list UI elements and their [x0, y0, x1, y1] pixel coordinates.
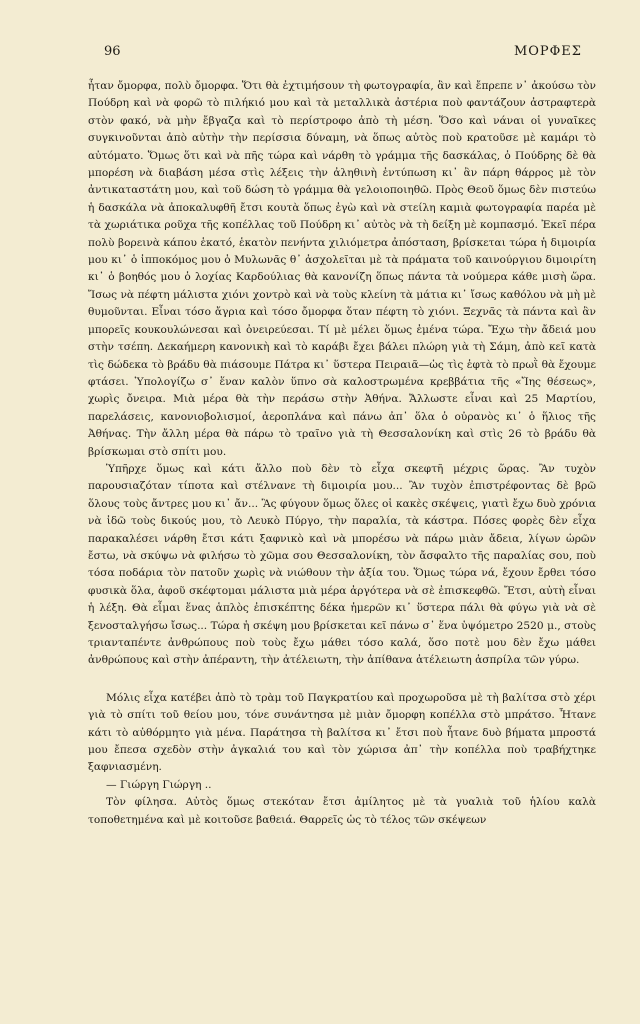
page-header: [94, 44, 582, 68]
page-number: 96: [104, 44, 121, 59]
paragraph-4: Τὸν φίλησα. Αὐτὸς ὅμως στεκόταν ἔτσι ἀμίλητος μὲ τὰ γυαλιὰ τοῦ ἡλίου καλὰ τοποθετημένα καὶ μὲ κοιτοῦσε βαθειά. Θαρρεῖς ὡς τὸ τέλος τῶν σκέψεων: [88, 796, 596, 826]
paragraph-1: ἦταν ὄμορφα, πολὺ ὄμορφα. Ὅτι θὰ ἐχτιμήσουν τὴ φωτογραφία, ἂν καὶ ἔπρεπε ν᾿ ἀκούσω τὸν Πούδρη καὶ νὰ φορῶ τὸ πιλήκιό μου καὶ τὰ μεταλλικὰ ἀστέρια ποὺ φαντάζουν ἀστραφτερὰ στὸν φακό, νὰ μὴν ἔβγαζα καὶ τὸ περίστροφο ἀπὸ τὴ μέση. Ὅσο καὶ νάναι οἱ γυναῖκες συγκινοῦνται ἀπὸ αὐτὴν τὴν περίσσια δύναμη, νὰ ὅπως αὐτὸς ποὺ κρατοῦσε μὲ καμάρι τὸ αὐτόματο. Ὅμως ὅτι καὶ νὰ πῆς τώρα καὶ νάρθη τὸ γράμμα τῆς δασκάλας, ὁ Πούδρης δὲ θὰ μπορέση νὰ διαβάση μέσα στὶς λέξεις τὴν ἀληθινὴ ἐντύπωση κι᾿ ἂν πάρη θάρρος μὲ τὸν ἀντικαταστάτη μου, καὶ τοῦ δώση τὸ γράμμα θὰ γελοιοποιηθῶ. Πρὸς Θεοῦ ὅμως δὲν πιστεύω ἡ δασκάλα νὰ ἀποκαλυφθῆ ἔτσι κουτὰ ὅπως ἐγὼ καὶ νὰ στείλη καμιὰ φωτογραφία παρέα μὲ τὰ χωριάτικα ροῦχα τῆς κοπέλλας τοῦ Πούδρη κι᾿ αὐτὸς νὰ τὴ δείξη μὲ κομπασμό. Ἐκεῖ πέρα πολὺ βορεινὰ κάπου ἑκατό, ἑκατὸν πενήντα χιλιόμετρα ἀπόσταση, βρίσκεται τώρα ἡ διμοιρία μου κι᾿ ὁ ἱπποκόμος μου ὁ Μυλωνᾶς θ᾿ ἀσχολεῖται μὲ τὰ πράματα τοῦ καινούργιου διμοιρίτη κι᾿ ὁ βοηθός μου ὁ λοχίας Καρδούλιας θὰ κανονίζη ὅπως πάντα τὰ νούμερα κάθε μισὴ ὥρα. Ἴσως νὰ πέφτη μάλιστα χιόνι χοντρὸ καὶ νὰ τοὺς κλείνη τὰ μάτια κι᾿ ἴσως καθόλου νὰ μὴ μὲ θυμοῦνται. Εἶναι τόσο ἄγρια καὶ τόσο ὄμορφα ὅταν πέφτη τὸ χιόνι. Ξεχνᾶς τὰ πάντα καὶ ἂν μπορεῖς κουκουλώνεσαι καὶ ὀνειρεύεσαι. Τί μὲ μέλει ὅμως ἐμένα τώρα. Ἔχω τὴν ἄδειά μου στὴν τσέπη. Δεκαήμερη κανονικὴ καὶ τὸ καράβι ἔχει βάλει πλώρη γιὰ τὴ Σάμη, ἀπὸ κεῖ κατὰ τὶς δώδεκα τὸ βράδυ θὰ πιάσουμε Πάτρα κι᾿ ὕστερα Πειραιᾶ—ὡς τὶς ἑφτὰ τὸ πρωῒ θὰ ἔχουμε φτάσει. Ὑπολογίζω σ᾿ ἕναν καλὸν ὕπνο σὰ καλοστρωμένα κρεββάτια τῆς «Ἴης θέσεως», χωρὶς ὄνειρα. Μιὰ μέρα θὰ τὴν περάσω στὴν Ἀθήνα. Ἄλλωστε εἶναι καὶ 25 Μαρτίου, παρελάσεις, κανονιοβολισμοί, ἀεροπλάνα καὶ πάνω ἀπ᾿ ὅλα ὁ οὐρανὸς κι᾿ ὁ ἥλιος τῆς Ἀθήνας. Τὴν ἄλλη μέρα θὰ πάρω τὸ τραῖνο γιὰ τὴ Θεσσαλονίκη καὶ στὶς 26 τὸ βράδυ θὰ βρίσκωμαι στὸ σπίτι μου.: [88, 80, 596, 458]
paragraph-3: Μόλις εἶχα κατέβει ἀπὸ τὸ τρὰμ τοῦ Παγκρατίου καὶ προχωροῦσα μὲ τὴ βαλίτσα στὸ χέρι γιὰ τὸ σπίτι τοῦ θείου μου, τόνε συνάντησα μὲ μιὰν ὄμορφη κοπέλλα στὸ μπράτσο. Ἦτανε κάτι τὸ αὐθόρμητο γιὰ μένα. Παράτησα τὴ βαλίτσα κι᾿ ἔτσι ποὺ ἦτανε δυὸ βήματα μπροστά μου ἔπεσα σχεδὸν στὴν ἀγκαλιά του καὶ τὸν χώρισα ἀπ᾿ τὴν κοπέλλα ποὺ τραβήχτηκε ξαφνιασμένη.: [88, 691, 596, 774]
paragraph-2: Ὑπῆρχε ὅμως καὶ κάτι ἄλλο ποὺ δὲν τὸ εἶχα σκεφτῆ μέχρις ὥρας. Ἂν τυχὸν παρουσιαζόταν τίποτα καὶ στέλνανε τὴ διμοιρία μου... Ἂν τυχὸν ἐπιστρέφοντας δὲ βρῶ ὅλους τοὺς ἄντρες μου κι᾿ ἄν... Ἂς φύγουν ὅμως ὅλες οἱ κακὲς σκέψεις, γιατὶ ἔχω δυὸ χρόνια νὰ ἰδῶ τοὺς δικούς μου, τὸ Λευκὸ Πύργο, τὴν παραλία, τὰ κάστρα. Πόσες φορὲς δὲν εἶχα παρακαλέσει νάρθη ἔτσι κάτι ξαφνικὸ καὶ νὰ μπορέσω νὰ πάρω μιὰν ἄδεια, λίγων ὡρῶν ἔστω, νὰ σκύψω νὰ φιλήσω τὸ χῶμα σου Θεσσαλονίκη, τὸν ἄσφαλτο τῆς παραλίας σου, ποὺ τόσα ποδάρια τὸν πατοῦν χωρὶς νὰ νιώθουν τὴν ἀξία του. Ὅμως τώρα νά, ἔχουν ἔρθει τόσο φυσικὰ ὅλα, ἀφοῦ σκέφτομαι μάλιστα μιὰ μέρα ἀργότερα νὰ σὲ ἐπισκεφθῶ. Ἔτσι, αὐτὴ εἶναι ἡ λέξη. Θὰ εἶμαι ἕνας ἁπλὸς ἐπισκέπτης δέκα ἡμερῶν κι᾿ ὕστερα πάλι θὰ φύγω γιὰ νὰ σὲ ξενοσταλγήσω ἴσως... Τώρα ἡ σκέψη μου βρίσκεται κεῖ πάνω σ᾿ ἕνα ὑψόμετρο 2520 μ., στοὺς τριανταπέντε ἀνθρώπους ποὺ τοὺς ἔχω μάθει τόσο καλά, ὅσο ποτὲ μου δὲν ἔχω μάθει ἀνθρώπους καὶ στὴν ἀπέραντη, τὴν ἀτέλειωτη, τὴν ἀπίθανα ἀτέλειωτη ἀσπρίλα τῶν γύρω.: [88, 462, 596, 667]
dialogue-line: — Γιώργη Γιώργη ..: [106, 778, 212, 791]
running-title: ΜΟΡΦΕΣ: [513, 44, 582, 59]
body-text: [88, 78, 596, 829]
